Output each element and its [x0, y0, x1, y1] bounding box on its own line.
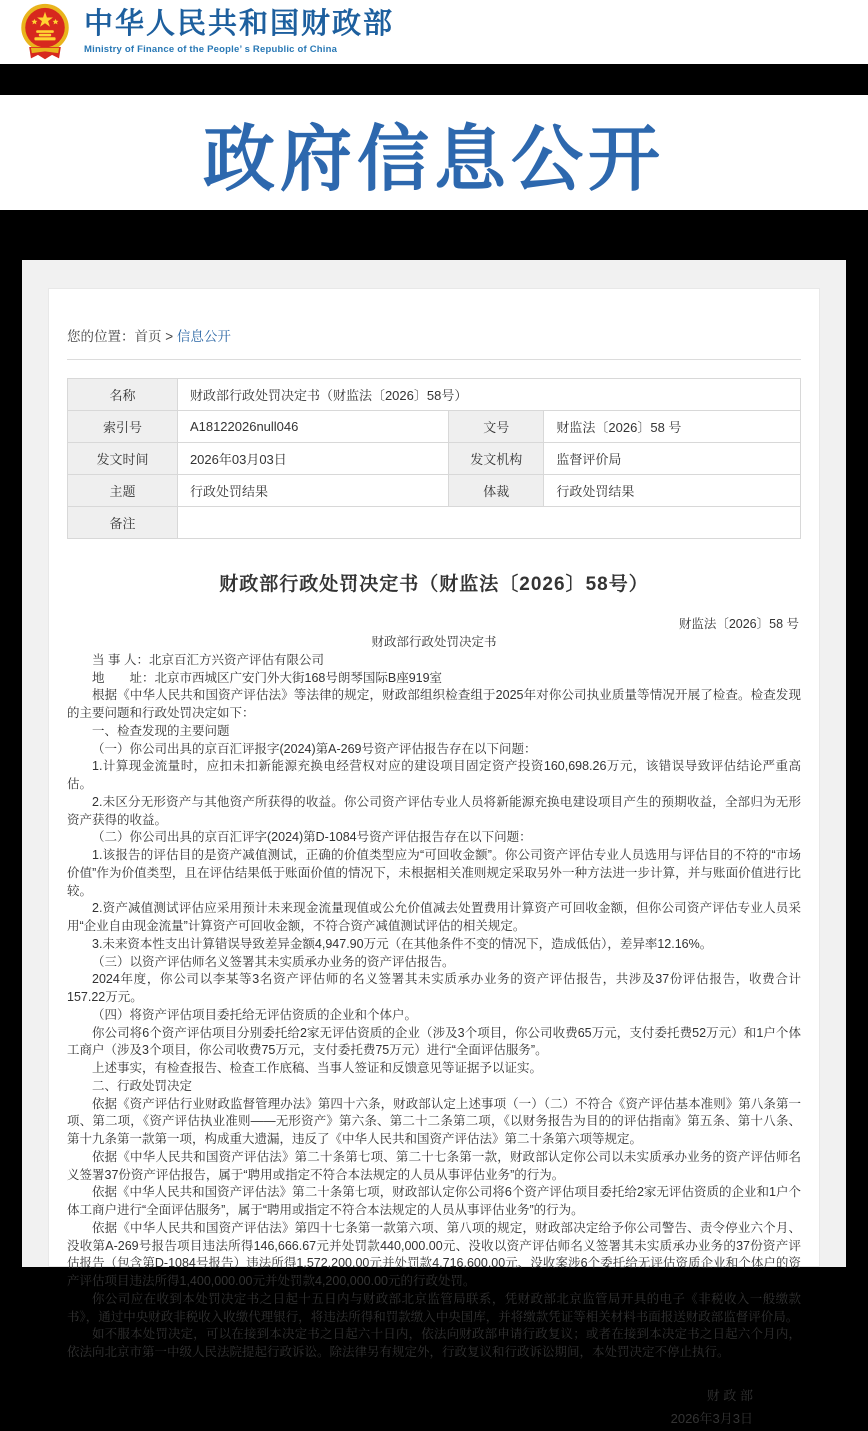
signature-date: 2026年3月3日 [670, 1411, 753, 1427]
document-paragraph: 依据《中华人民共和国资产评估法》第二十条第七项，财政部认定你公司将6个资产评估项目委托给2家无评估资质的企业和1户个体工商户进行“全面评估服务”，属于“聘用或指定不符合本法规定的人员从事评估业务”的行为。 [67, 1185, 801, 1217]
meta-value-docnum: 财监法〔2026〕58 号 [544, 411, 801, 443]
document-subtitle: 财政部行政处罚决定书 [371, 635, 497, 649]
document-paragraph: 3.未来资本性支出计算错误导致差异金额4,947.90万元（在其他条件不变的情况下，造成低估），差异率12.16%。 [92, 936, 713, 951]
meta-label-genre: 体裁 [449, 475, 544, 507]
document-paragraph: 依据《中华人民共和国资产评估法》第二十条第七项、第二十七条第一款，财政部认定你公司以未实质承办业务的资产评估师名义签署37份资产评估报告，属于“聘用或指定不符合本法规定的人员从事评估业务”的行为。 [67, 1149, 801, 1182]
document-paragraph: 依据《资产评估行业财政监督管理办法》第四十六条，财政部认定上述事项（一）（二）不符合《资产评估基本准则》第八条第一项、第二项，《资产评估执业准则——无形资产》第六条、第二十二条第二项，《以财务报告为目的的评估指南》第五条、第十八条、第十九条第一款第一项，构成重大遗漏，违反了《中华人民共和国资产评估法》第二十条第六项等规定。 [67, 1096, 801, 1146]
table-row [68, 443, 801, 475]
meta-value-topic: 行政处罚结果 [177, 475, 448, 507]
content-card [48, 288, 820, 1427]
breadcrumb [67, 325, 801, 345]
document-paragraph: 2.资产减值测试评估应采用预计未来现金流量现值或公允价值减去处置费用计算资产可回收金额，但你公司资产评估专业人员采用“企业自由现金流量”计算资产可回收金额，不符合资产减值测试评估的相关规定。 [67, 901, 801, 933]
meta-label-issuer: 发文机构 [449, 443, 544, 475]
document [67, 569, 801, 1431]
document-paragraph: 二、行政处罚决定 [92, 1078, 193, 1093]
header-titles [84, 9, 394, 55]
signature-block [67, 1384, 801, 1431]
meta-label-docnum: 文号 [449, 411, 544, 443]
document-paragraphs [67, 652, 801, 1362]
site-title-en: Ministry of Finance of the People’ s Republic of China [84, 43, 338, 55]
table-row [68, 411, 801, 443]
document-paragraph: 一、检查发现的主要问题 [92, 723, 230, 738]
document-paragraph: 地 址：北京市西城区广安门外大街168号朗琴国际B座919室 [92, 670, 443, 685]
meta-label-index: 索引号 [68, 411, 178, 443]
breadcrumb-prefix: 您的位置： [67, 329, 135, 344]
banner [0, 95, 868, 210]
table-row [68, 475, 801, 507]
document-paragraph: 当 事 人：北京百汇方兴资产评估有限公司 [92, 652, 324, 667]
document-paragraph: 如不服本处罚决定，可以在接到本决定书之日起六十日内，依法向财政部申请行政复议；或者在接到本决定书之日起六个月内，依法向北京市第一中级人民法院提起行政诉讼。除法律另有规定外，行政复议和行政诉讼期间，本处罚决定不停止执行。 [67, 1327, 801, 1359]
breadcrumb-home-link[interactable]: 首页 [134, 329, 162, 344]
meta-value-index: A18122026null046 [177, 411, 448, 443]
document-paragraph: 1.计算现金流量时，应扣未扣新能源充换电经营权对应的建设项目固定资产投资160,698.26万元，该错误导致评估结论严重高估。 [67, 759, 801, 791]
document-paragraph: （四）将资产评估项目委托给无评估资质的企业和个体户。 [92, 1007, 418, 1022]
breadcrumb-divider [67, 359, 801, 360]
document-paragraph: 1.该报告的评估目的是资产减值测试，正确的价值类型应为“可回收金额”。你公司资产评估专业人员选用与评估目的不符的“市场价值”作为价值类型，且在评估结果低于账面价值的情况下，未根据相关准则规定采取另外一种方法进一步计算，并与账面价值进行比较。 [67, 848, 801, 898]
document-title: 财政部行政处罚决定书（财监法〔2026〕58号） [219, 574, 649, 595]
meta-value-genre: 行政处罚结果 [544, 475, 801, 507]
ministry-logo[interactable] [0, 3, 394, 61]
breadcrumb-current-link[interactable]: 信息公开 [176, 329, 231, 344]
meta-label-issue-date: 发文时间 [68, 443, 178, 475]
meta-value-issuer: 监督评价局 [544, 443, 801, 475]
document-paragraph: 上述事实，有检查报告、检查工作底稿、当事人签证和反馈意见等证据予以证实。 [92, 1061, 543, 1075]
meta-value-remark [177, 507, 800, 539]
document-paragraph: 依据《中华人民共和国资产评估法》第四十七条第一款第六项、第八项的规定，财政部决定给予你公司警告、责令停业六个月、没收第A-269号报告项目违法所得146,666.67元并处罚款440,000.00元、没收以资产评估师名义签署其未实质承办业务的37份资产评估报告（包含第D-1084号报告）违法所得1,572,200.00元并处罚款4,716,600.00元、没收案涉6个委托给无评估资质企业和个体户的资产评估项目违法所得1,400,000.00元并处罚款4,200,000.00元的行政处罚。 [67, 1220, 801, 1288]
breadcrumb-separator: > [165, 329, 174, 344]
metadata-table [67, 378, 801, 539]
document-paragraph: 你公司应在收到本处罚决定书之日起十五日内与财政部北京监管局联系，凭财政部北京监管局开具的电子《非税收入一般缴款书》，通过中央财政非税收入收缴代理银行，将违法所得和罚款缴入中央国库，并将缴款凭证等相关材料书面报送财政部监督评价局。 [67, 1291, 801, 1324]
document-paragraph: 根据《中华人民共和国资产评估法》等法律的规定，财政部组织检查组于2025年对你公司执业质量等情况开展了检查。检查发现的主要问题和行政处罚决定如下： [67, 688, 801, 720]
signature-org: 财 政 部 [706, 1387, 753, 1403]
banner-title: 政府信息公开 [202, 119, 665, 200]
document-paragraph: （三）以资产评估师名义签署其未实质承办业务的资产评估报告。 [92, 954, 455, 969]
meta-label-topic: 主题 [68, 475, 178, 507]
site-title-cn: 中华人民共和国财政部 [84, 8, 395, 41]
meta-label-remark: 备注 [68, 507, 178, 539]
black-band-middle [0, 210, 868, 260]
site-header [0, 0, 868, 64]
page-background [22, 260, 846, 1427]
document-paragraph: （一）你公司出具的京百汇评报字(2024)第A-269号资产评估报告存在以下问题： [92, 741, 537, 756]
meta-value-issue-date: 2026年03月03日 [177, 443, 448, 475]
meta-value-name: 财政部行政处罚决定书（财监法〔2026〕58号） [177, 379, 800, 411]
document-paragraph: 你公司将6个资产评估项目分别委托给2家无评估资质的企业（涉及3个项目，你公司收费65万元，支付委托费52万元）和1户个体工商户（涉及3个项目，你公司收费75万元，支付委托费75万元）进行“全面评估服务”。 [67, 1025, 801, 1058]
table-row [68, 379, 801, 411]
document-paragraph: 2.未区分无形资产与其他资产所获得的收益。你公司资产评估专业人员将新能源充换电建设项目产生的预期收益，全部归为无形资产获得的收益。 [67, 794, 801, 827]
national-emblem-icon [18, 3, 72, 61]
black-band-top [0, 64, 868, 95]
document-number: 财监法〔2026〕58 号 [678, 617, 799, 631]
document-paragraph: （二）你公司出具的京百汇评字(2024)第D-1084号资产评估报告存在以下问题： [92, 830, 532, 845]
meta-label-name: 名称 [68, 379, 178, 411]
document-paragraph: 2024年度，你公司以李某等3名资产评估师的名义签署其未实质承办业务的资产评估报告，共涉及37份评估报告，收费合计157.22万元。 [67, 972, 801, 1004]
table-row [68, 507, 801, 539]
